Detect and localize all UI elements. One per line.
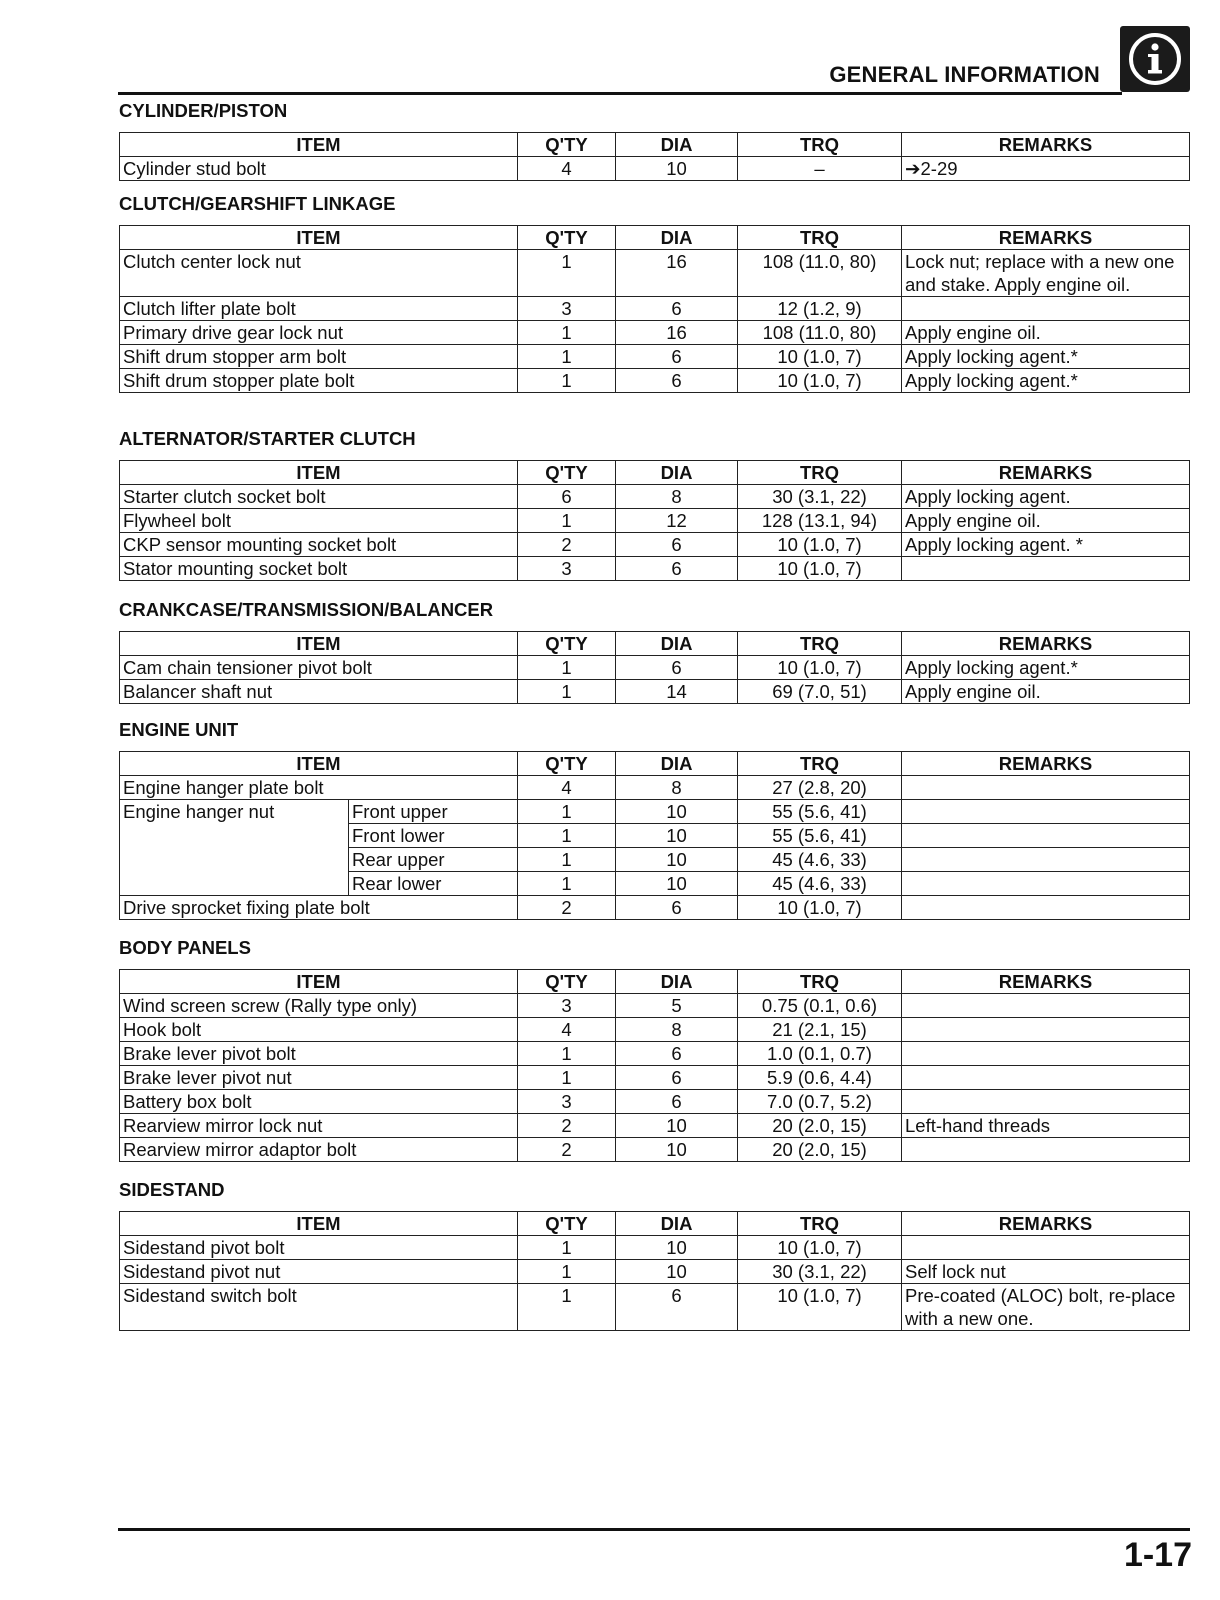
section-title: CYLINDER/PISTON: [119, 100, 288, 121]
dia-cell: 10: [616, 800, 738, 824]
qty-cell: 1: [518, 509, 616, 533]
table-row: [120, 250, 1190, 297]
item-cell: Wind screen screw (Rally type only): [120, 994, 518, 1018]
header-trq: TRQ: [738, 226, 902, 250]
item-cell: Brake lever pivot nut: [120, 1066, 518, 1090]
table-row: [120, 321, 1190, 345]
trq-cell: 10 (1.0, 7): [738, 369, 902, 393]
trq-cell: 45 (4.6, 33): [738, 872, 902, 896]
table-header-row: [120, 752, 1190, 776]
section-title: ALTERNATOR/STARTER CLUTCH: [119, 428, 416, 449]
table-header-row: [120, 632, 1190, 656]
header-rule: [118, 92, 1122, 95]
trq-cell: 10 (1.0, 7): [738, 557, 902, 581]
header-remarks: REMARKS: [902, 226, 1190, 250]
table-row: [120, 656, 1190, 680]
remarks-cell: [902, 1138, 1190, 1162]
dia-cell: 10: [616, 872, 738, 896]
remarks-cell: Self lock nut: [902, 1260, 1190, 1284]
trq-cell: –: [738, 157, 902, 181]
header-qty: Q'TY: [518, 1212, 616, 1236]
table-row: [120, 1236, 1190, 1260]
qty-cell: 3: [518, 557, 616, 581]
header-remarks: REMARKS: [902, 1212, 1190, 1236]
remarks-cell: [902, 824, 1190, 848]
remarks-cell: [902, 297, 1190, 321]
qty-cell: 2: [518, 533, 616, 557]
item-cell: Primary drive gear lock nut: [120, 321, 518, 345]
qty-cell: 1: [518, 1066, 616, 1090]
dia-cell: 6: [616, 896, 738, 920]
table-row: [120, 485, 1190, 509]
dia-cell: 6: [616, 1042, 738, 1066]
table-header-row: [120, 226, 1190, 250]
remarks-cell: [902, 872, 1190, 896]
header-dia: DIA: [616, 752, 738, 776]
item-cell: Stator mounting socket bolt: [120, 557, 518, 581]
header-dia: DIA: [616, 461, 738, 485]
qty-cell: 3: [518, 994, 616, 1018]
table-row: [120, 896, 1190, 920]
spec-table: [119, 225, 1190, 393]
qty-cell: 1: [518, 1236, 616, 1260]
table-row: [120, 369, 1190, 393]
trq-cell: 0.75 (0.1, 0.6): [738, 994, 902, 1018]
trq-cell: 20 (2.0, 15): [738, 1138, 902, 1162]
header-dia: DIA: [616, 133, 738, 157]
dia-cell: 10: [616, 1260, 738, 1284]
trq-cell: 30 (3.1, 22): [738, 485, 902, 509]
info-icon: [1120, 26, 1190, 92]
spec-table: [119, 631, 1190, 704]
dia-cell: 12: [616, 509, 738, 533]
header-trq: TRQ: [738, 1212, 902, 1236]
dia-cell: 10: [616, 1114, 738, 1138]
qty-cell: 3: [518, 1090, 616, 1114]
item-cell: Engine hanger plate bolt: [120, 776, 518, 800]
item-cell: Brake lever pivot bolt: [120, 1042, 518, 1066]
section-clutch-gearshift: [119, 192, 1189, 393]
trq-cell: 21 (2.1, 15): [738, 1018, 902, 1042]
header-item: ITEM: [120, 226, 518, 250]
item-cell: Sidestand pivot bolt: [120, 1236, 518, 1260]
dia-cell: 8: [616, 776, 738, 800]
header-remarks: REMARKS: [902, 752, 1190, 776]
qty-cell: 1: [518, 250, 616, 297]
section-title: SIDESTAND: [119, 1179, 225, 1200]
dia-cell: 5: [616, 994, 738, 1018]
item-cell: [120, 800, 518, 896]
table-row: [120, 800, 1190, 824]
table-row: [120, 994, 1190, 1018]
table-header-row: [120, 461, 1190, 485]
section-title: CRANKCASE/TRANSMISSION/BALANCER: [119, 599, 494, 620]
item-cell: Starter clutch socket bolt: [120, 485, 518, 509]
section-engine-unit: [119, 718, 1189, 920]
section-body-panels: [119, 936, 1189, 1162]
trq-cell: 12 (1.2, 9): [738, 297, 902, 321]
remarks-cell: Apply locking agent. *: [902, 533, 1190, 557]
qty-cell: 4: [518, 776, 616, 800]
item-cell: Cam chain tensioner pivot bolt: [120, 656, 518, 680]
dia-cell: 8: [616, 1018, 738, 1042]
remarks-cell: Apply locking agent.*: [902, 369, 1190, 393]
page-title: GENERAL INFORMATION: [829, 62, 1100, 87]
dia-cell: 6: [616, 297, 738, 321]
header-remarks: REMARKS: [902, 632, 1190, 656]
header-trq: TRQ: [738, 461, 902, 485]
qty-cell: 1: [518, 1042, 616, 1066]
section-cylinder-piston: [119, 99, 1189, 181]
header-trq: TRQ: [738, 752, 902, 776]
dia-cell: 16: [616, 250, 738, 297]
qty-cell: 4: [518, 157, 616, 181]
header-qty: Q'TY: [518, 752, 616, 776]
item-label: Engine hanger nut: [123, 801, 275, 822]
section-title: BODY PANELS: [119, 937, 251, 958]
section-sidestand: [119, 1178, 1189, 1331]
trq-cell: 108 (11.0, 80): [738, 321, 902, 345]
trq-cell: 108 (11.0, 80): [738, 250, 902, 297]
item-cell: CKP sensor mounting socket bolt: [120, 533, 518, 557]
remarks-cell: Apply engine oil.: [902, 680, 1190, 704]
table-header-row: [120, 970, 1190, 994]
table-header-row: [120, 133, 1190, 157]
remarks-cell: ➔2-29: [902, 157, 1190, 181]
header-item: ITEM: [120, 970, 518, 994]
header-qty: Q'TY: [518, 226, 616, 250]
header-trq: TRQ: [738, 632, 902, 656]
table-row: [120, 776, 1190, 800]
section-alternator-starter: [119, 427, 1189, 581]
remarks-cell: [902, 896, 1190, 920]
qty-cell: 1: [518, 321, 616, 345]
item-cell: Rearview mirror lock nut: [120, 1114, 518, 1138]
sub-item-label: Rear upper: [349, 848, 517, 872]
dia-cell: 10: [616, 848, 738, 872]
header-qty: Q'TY: [518, 970, 616, 994]
sub-item-label: Front upper: [349, 800, 517, 824]
remarks-cell: Apply locking agent.: [902, 485, 1190, 509]
sub-item-label: Front lower: [349, 824, 517, 848]
dia-cell: 10: [616, 1138, 738, 1162]
item-cell: Clutch center lock nut: [120, 250, 518, 297]
remarks-cell: [902, 1042, 1190, 1066]
qty-cell: 1: [518, 680, 616, 704]
item-cell: Shift drum stopper plate bolt: [120, 369, 518, 393]
dia-cell: 6: [616, 1090, 738, 1114]
header-qty: Q'TY: [518, 461, 616, 485]
trq-cell: 10 (1.0, 7): [738, 345, 902, 369]
qty-cell: 1: [518, 824, 616, 848]
table-row: [120, 297, 1190, 321]
dia-cell: 6: [616, 656, 738, 680]
table-row: [120, 1066, 1190, 1090]
table-row: [120, 1260, 1190, 1284]
header-trq: TRQ: [738, 970, 902, 994]
trq-cell: 27 (2.8, 20): [738, 776, 902, 800]
header-item: ITEM: [120, 461, 518, 485]
remarks-cell: [902, 557, 1190, 581]
item-cell: Flywheel bolt: [120, 509, 518, 533]
qty-cell: 1: [518, 872, 616, 896]
table-row: [120, 1138, 1190, 1162]
item-cell: Sidestand pivot nut: [120, 1260, 518, 1284]
item-cell: Balancer shaft nut: [120, 680, 518, 704]
dia-cell: 8: [616, 485, 738, 509]
qty-cell: 4: [518, 1018, 616, 1042]
table-row: [120, 680, 1190, 704]
section-title: CLUTCH/GEARSHIFT LINKAGE: [119, 193, 396, 214]
header-item: ITEM: [120, 1212, 518, 1236]
sub-item-label: Rear lower: [352, 873, 442, 894]
dia-cell: 16: [616, 321, 738, 345]
dia-cell: 10: [616, 824, 738, 848]
item-cell: Cylinder stud bolt: [120, 157, 518, 181]
header-dia: DIA: [616, 226, 738, 250]
qty-cell: 1: [518, 656, 616, 680]
remarks-cell: [902, 776, 1190, 800]
trq-cell: 30 (3.1, 22): [738, 1260, 902, 1284]
header-dia: DIA: [616, 632, 738, 656]
section-crankcase: [119, 598, 1189, 704]
spec-table: [119, 132, 1190, 181]
qty-cell: 6: [518, 485, 616, 509]
dia-cell: 10: [616, 157, 738, 181]
remarks-cell: Apply engine oil.: [902, 321, 1190, 345]
header-item: ITEM: [120, 632, 518, 656]
remarks-cell: Lock nut; replace with a new one and stake. Apply engine oil.: [902, 250, 1190, 297]
dia-cell: 6: [616, 345, 738, 369]
header-item: ITEM: [120, 133, 518, 157]
header-qty: Q'TY: [518, 133, 616, 157]
qty-cell: 1: [518, 345, 616, 369]
sub-items: [348, 800, 517, 895]
table-row: [120, 345, 1190, 369]
remarks-cell: [902, 1236, 1190, 1260]
table-header-row: [120, 1212, 1190, 1236]
spec-table: [119, 969, 1190, 1162]
header-remarks: REMARKS: [902, 970, 1190, 994]
trq-cell: 7.0 (0.7, 5.2): [738, 1090, 902, 1114]
trq-cell: 10 (1.0, 7): [738, 533, 902, 557]
qty-cell: 1: [518, 848, 616, 872]
section-title: ENGINE UNIT: [119, 719, 239, 740]
remarks-cell: [902, 848, 1190, 872]
qty-cell: 2: [518, 1138, 616, 1162]
qty-cell: 1: [518, 1284, 616, 1331]
remarks-cell: [902, 800, 1190, 824]
header-trq: TRQ: [738, 133, 902, 157]
spec-table: [119, 1211, 1190, 1331]
dia-cell: 10: [616, 1236, 738, 1260]
table-row: [120, 509, 1190, 533]
table-row: [120, 1018, 1190, 1042]
item-cell: Hook bolt: [120, 1018, 518, 1042]
footer-rule: [118, 1528, 1190, 1531]
trq-cell: 10 (1.0, 7): [738, 656, 902, 680]
remarks-cell: Apply locking agent.*: [902, 656, 1190, 680]
trq-cell: 10 (1.0, 7): [738, 896, 902, 920]
remarks-cell: Pre-coated (ALOC) bolt, re-place with a new one.: [902, 1284, 1190, 1331]
dia-cell: 14: [616, 680, 738, 704]
qty-cell: 1: [518, 1260, 616, 1284]
header-qty: Q'TY: [518, 632, 616, 656]
trq-cell: 10 (1.0, 7): [738, 1284, 902, 1331]
trq-cell: 55 (5.6, 41): [738, 800, 902, 824]
trq-cell: 10 (1.0, 7): [738, 1236, 902, 1260]
page-number: 1-17: [1123, 1536, 1192, 1574]
header-remarks: REMARKS: [902, 133, 1190, 157]
table-row: [120, 157, 1190, 181]
dia-cell: 6: [616, 533, 738, 557]
remarks-cell: [902, 1066, 1190, 1090]
table-row: [120, 1090, 1190, 1114]
table-row: [120, 557, 1190, 581]
header-remarks: REMARKS: [902, 461, 1190, 485]
trq-cell: 128 (13.1, 94): [738, 509, 902, 533]
qty-cell: 2: [518, 896, 616, 920]
header-item: ITEM: [120, 752, 518, 776]
qty-cell: 2: [518, 1114, 616, 1138]
qty-cell: 1: [518, 800, 616, 824]
trq-cell: 45 (4.6, 33): [738, 848, 902, 872]
trq-cell: 20 (2.0, 15): [738, 1114, 902, 1138]
spec-table: [119, 751, 1190, 920]
dia-cell: 6: [616, 557, 738, 581]
item-cell: Clutch lifter plate bolt: [120, 297, 518, 321]
trq-cell: 1.0 (0.1, 0.7): [738, 1042, 902, 1066]
header-dia: DIA: [616, 1212, 738, 1236]
remarks-cell: [902, 1090, 1190, 1114]
item-cell: Battery box bolt: [120, 1090, 518, 1114]
remarks-cell: [902, 994, 1190, 1018]
table-row: [120, 1114, 1190, 1138]
trq-cell: 69 (7.0, 51): [738, 680, 902, 704]
trq-cell: 55 (5.6, 41): [738, 824, 902, 848]
header-dia: DIA: [616, 970, 738, 994]
spec-table: [119, 460, 1190, 581]
table-row: [120, 533, 1190, 557]
item-cell: Shift drum stopper arm bolt: [120, 345, 518, 369]
dia-cell: 6: [616, 369, 738, 393]
table-row: [120, 1284, 1190, 1331]
remarks-cell: Left-hand threads: [902, 1114, 1190, 1138]
trq-cell: 5.9 (0.6, 4.4): [738, 1066, 902, 1090]
remarks-cell: Apply locking agent.*: [902, 345, 1190, 369]
qty-cell: 3: [518, 297, 616, 321]
item-cell: Drive sprocket fixing plate bolt: [120, 896, 518, 920]
table-row: [120, 1042, 1190, 1066]
dia-cell: 6: [616, 1284, 738, 1331]
remarks-cell: Apply engine oil.: [902, 509, 1190, 533]
item-cell: Sidestand switch bolt: [120, 1284, 518, 1331]
dia-cell: 6: [616, 1066, 738, 1090]
item-cell: Rearview mirror adaptor bolt: [120, 1138, 518, 1162]
remarks-cell: [902, 1018, 1190, 1042]
qty-cell: 1: [518, 369, 616, 393]
